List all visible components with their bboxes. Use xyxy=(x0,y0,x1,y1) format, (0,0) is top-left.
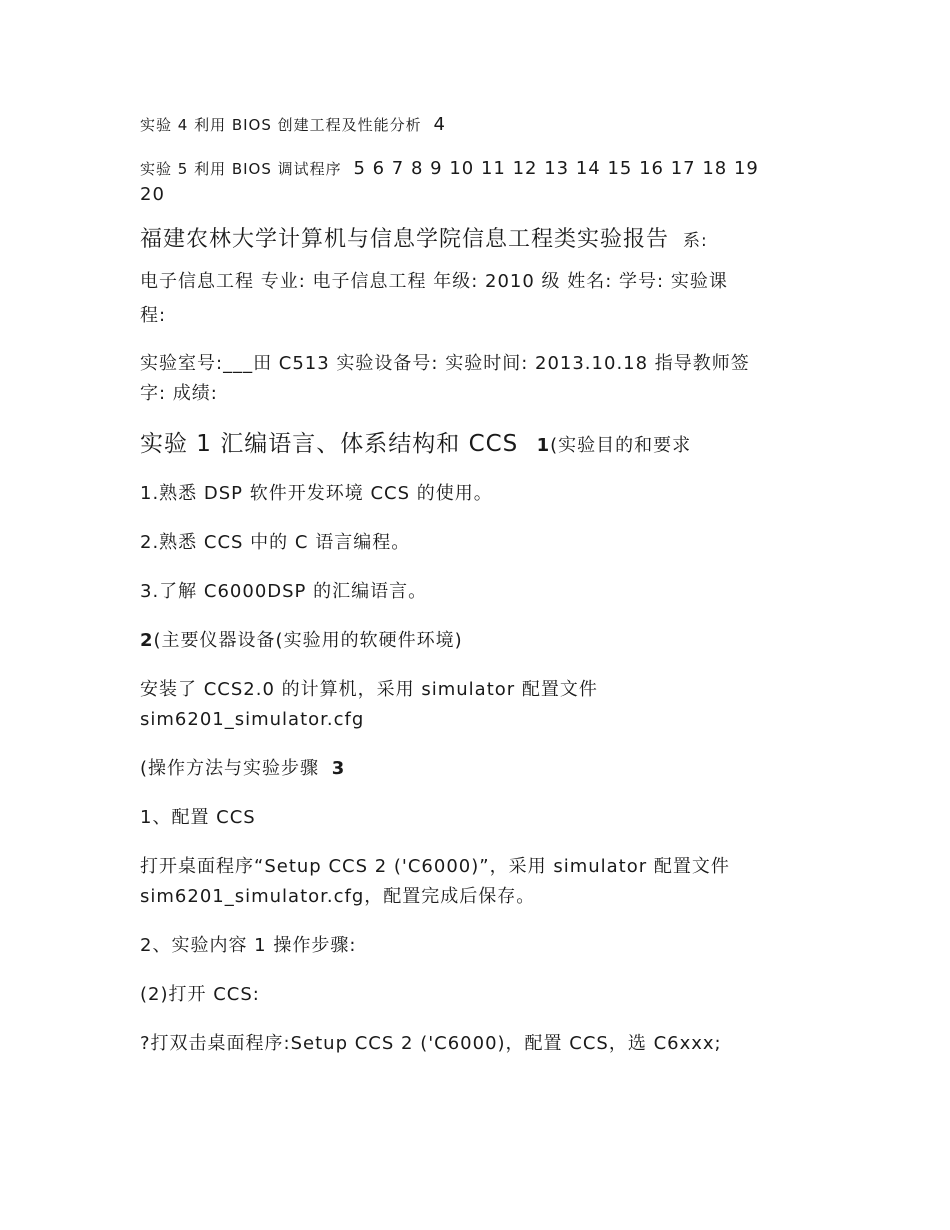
equipment-line-2: sim6201_simulator.cfg xyxy=(140,709,365,730)
document-page xyxy=(140,112,820,1059)
step-1-title: 1、配置 CCS xyxy=(140,807,256,828)
equipment-heading-text: (主要仪器设备(实验用的软硬件环境) xyxy=(153,630,463,651)
step-1-line-1: 打开桌面程序“Setup CCS 2 ('C6000)”，采用 simulator 配置文件 xyxy=(140,856,730,877)
equipment-heading xyxy=(140,626,820,656)
toc-item-4-page: 4 xyxy=(433,114,446,135)
step-1-line-2: sim6201_simulator.cfg，配置完成后保存。 xyxy=(140,886,536,907)
step-2-subtitle: (2)打开 CCS: xyxy=(140,984,260,1005)
report-info-line-4: 字: 成绩: xyxy=(140,383,218,404)
report-info-line-1: 电子信息工程 专业: 电子信息工程 年级: 2010 级 姓名: 学号: 实验课 xyxy=(140,271,728,292)
step-2-detail: ?打双击桌面程序:Setup CCS 2 ('C6000)，配置 CCS，选 C6xxx; xyxy=(140,1033,722,1054)
steps-heading-text: (操作方法与实验步骤 xyxy=(140,758,320,779)
step-2-title: 2、实验内容 1 操作步骤: xyxy=(140,935,357,956)
toc-item-5 xyxy=(140,156,820,182)
steps-heading-num: 3 xyxy=(331,758,346,779)
report-info-line-2: 程: xyxy=(140,305,167,326)
aim-item-2: 2.熟悉 CCS 中的 C 语言编程。 xyxy=(140,532,411,553)
toc-item-5-pages: 5 6 7 8 9 10 11 12 13 14 15 16 17 18 19 xyxy=(353,158,759,179)
steps-heading xyxy=(140,754,820,784)
dept-label: 系: xyxy=(683,231,708,251)
section-heading-sub: (实验目的和要求 xyxy=(550,435,692,456)
toc-item-5-pages-cont: 20 xyxy=(140,184,165,205)
toc-item-5-label: 实验 5 利用 BIOS 调试程序 xyxy=(140,160,342,178)
equipment-heading-num: 2 xyxy=(140,630,154,651)
section-heading xyxy=(140,427,820,461)
section-title: 实验 1 汇编语言、体系结构和 CCS xyxy=(140,431,519,457)
report-title-line xyxy=(140,224,820,257)
report-title: 福建农林大学计算机与信息学院信息工程类实验报告 xyxy=(140,227,670,252)
section-heading-num: 1 xyxy=(536,435,551,456)
aim-item-1: 1.熟悉 DSP 软件开发环境 CCS 的使用。 xyxy=(140,483,493,504)
report-info-line-3: 实验室号:___田 C513 实验设备号: 实验时间: 2013.10.18 指导教师签 xyxy=(140,353,750,374)
aim-item-3: 3.了解 C6000DSP 的汇编语言。 xyxy=(140,581,428,602)
toc-item-4-label: 实验 4 利用 BIOS 创建工程及性能分析 xyxy=(140,116,422,134)
toc-item-4 xyxy=(140,112,820,138)
equipment-line-1: 安装了 CCS2.0 的计算机，采用 simulator 配置文件 xyxy=(140,679,598,700)
